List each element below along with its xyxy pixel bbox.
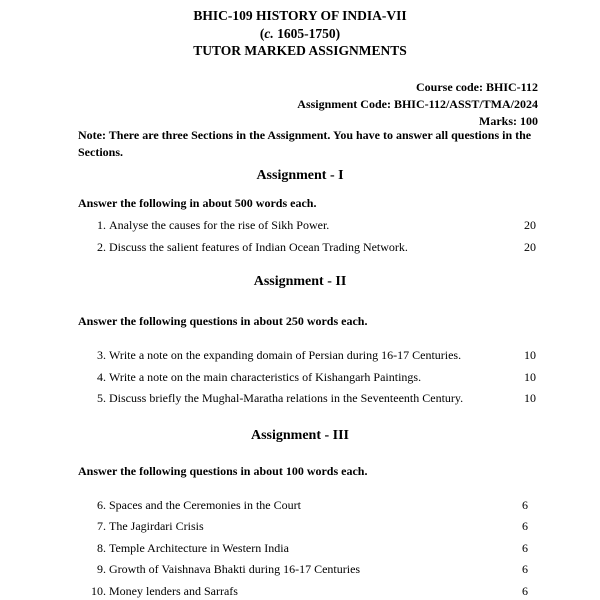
- question-row: [78, 519, 540, 533]
- section-instruction-2: Answer the following questions in about 250 words each.: [78, 314, 368, 328]
- period-open-paren: (: [259, 26, 265, 41]
- question-marks: 6: [522, 519, 528, 533]
- question-row: [78, 240, 540, 254]
- question-row: [78, 562, 540, 576]
- question-marks: 10: [524, 348, 536, 362]
- question-text: Write a note on the main characteristics of Kishangarh Paintings.: [109, 370, 422, 384]
- question-marks: 6: [522, 498, 528, 512]
- question-number: 9.: [97, 562, 106, 576]
- course-title: BHIC-109 HISTORY OF INDIA-VII: [193, 8, 407, 23]
- question-number: 6.: [97, 498, 106, 512]
- document-type: TUTOR MARKED ASSIGNMENTS: [193, 43, 407, 58]
- question-number: 4.: [97, 370, 106, 384]
- question-row: [78, 584, 540, 598]
- question-row: [78, 348, 540, 362]
- question-number: 8.: [97, 541, 106, 555]
- question-row: [78, 391, 540, 405]
- question-row: [78, 218, 540, 232]
- question-text: Spaces and the Ceremonies in the Court: [109, 498, 301, 512]
- question-marks: 20: [524, 240, 536, 254]
- course-code: Course code: BHIC-112: [416, 80, 538, 94]
- question-marks: 20: [524, 218, 536, 232]
- question-text: Analyse the causes for the rise of Sikh Power.: [109, 218, 330, 232]
- question-text: Growth of Vaishnava Bhakti during 16-17 Centuries: [109, 562, 361, 576]
- question-row: [78, 498, 540, 512]
- course-period: [0, 26, 600, 42]
- assignment-note: Note: There are three Sections in the Assignment. You have to answer all questions in the Sections.: [78, 128, 532, 159]
- period-circa: c.: [264, 26, 274, 41]
- question-text: Money lenders and Sarrafs: [109, 584, 238, 598]
- section-title-2: Assignment - II: [253, 274, 347, 289]
- question-number: 3.: [97, 348, 106, 362]
- question-text: Discuss the salient features of Indian Ocean Trading Network.: [109, 240, 408, 254]
- section-title-1: Assignment - I: [256, 168, 344, 183]
- question-number: 10.: [91, 584, 106, 598]
- section-instruction-1: Answer the following in about 500 words each.: [78, 196, 317, 210]
- question-number: 1.: [97, 218, 106, 232]
- question-text: The Jagirdari Crisis: [109, 519, 204, 533]
- section-instruction-3: Answer the following questions in about 100 words each.: [78, 464, 368, 478]
- question-marks: 6: [522, 584, 528, 598]
- question-row: [78, 370, 540, 384]
- question-text: Temple Architecture in Western India: [109, 541, 289, 555]
- section-title-3: Assignment - III: [250, 428, 349, 443]
- period-years: 1605-1750): [273, 26, 341, 41]
- question-marks: 10: [524, 391, 536, 405]
- question-number: 2.: [97, 240, 106, 254]
- question-marks: 6: [522, 562, 528, 576]
- assignment-code: Assignment Code: BHIC-112/ASST/TMA/2024: [297, 97, 538, 111]
- question-marks: 10: [524, 370, 536, 384]
- question-marks: 6: [522, 541, 528, 555]
- question-number: 5.: [97, 391, 106, 405]
- question-row: [78, 541, 540, 555]
- question-text: Write a note on the expanding domain of Persian during 16-17 Centuries.: [109, 348, 462, 362]
- question-number: 7.: [97, 519, 106, 533]
- question-text: Discuss briefly the Mughal-Maratha relations in the Seventeenth Century.: [109, 391, 464, 405]
- total-marks: Marks: 100: [479, 114, 538, 128]
